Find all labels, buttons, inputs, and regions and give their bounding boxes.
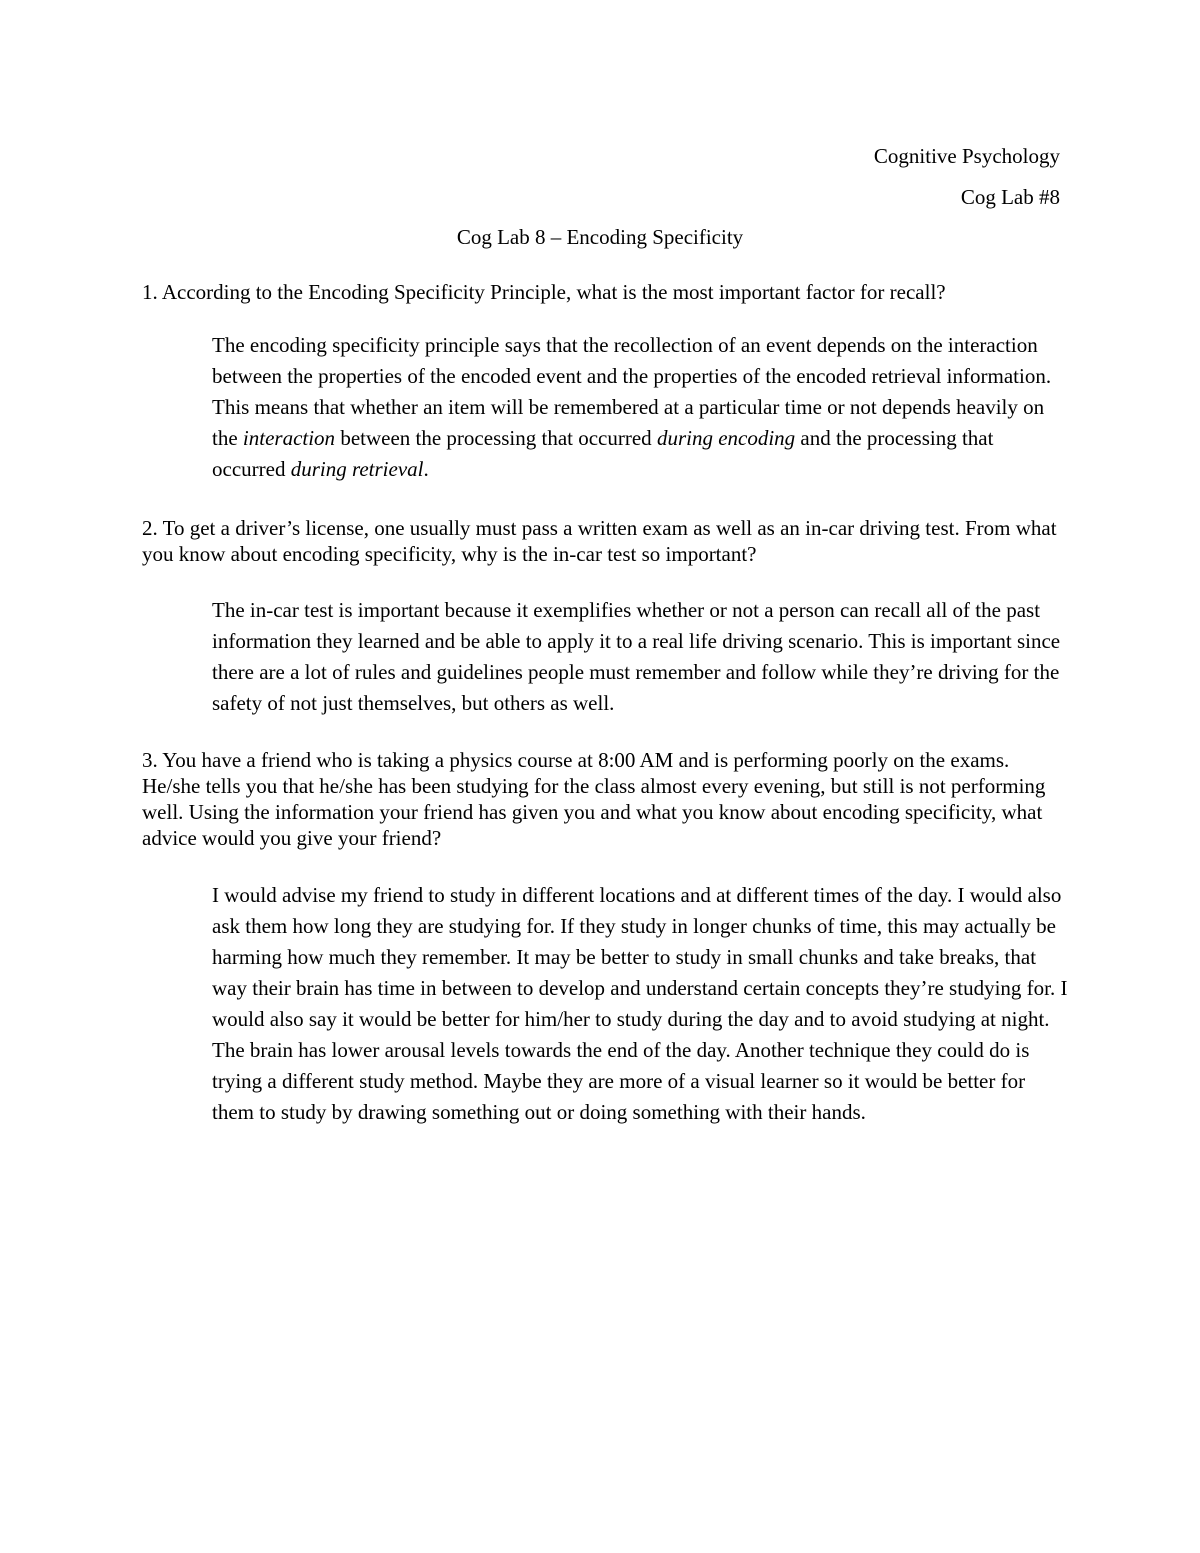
answer-1-emphasis-interaction: interaction [242,426,336,450]
question-2: 2. To get a driver’s license, one usually must pass a written exam as well as an in-car driving test. From what you know about encoding specificity, why is the in-car test so important? [142,516,1057,566]
answer-1-text: between the processing that occurred [335,426,657,450]
course-name: Cognitive Psychology [873,144,1060,168]
answer-1 [212,330,1072,485]
answer-3: I would advise my friend to study in different locations and at different times of the day. I would also ask them how long they are studying for. If they study in longer chunks of time, this may actually be harming how much they remember. It may be better to study in small chunks and take breaks, that way their brain has time in between to develop and understand certain concepts they’re studying for. I would also say it would be better for him/her to study during the day and to avoid studying at night. The brain has lower arousal levels towards the end of the day. Another technique they could do is trying a different study method. Maybe they are more of a visual learner so it would be better for them to study by drawing something out or doing something with their hands. [212,883,1068,1124]
answer-2: The in-car test is important because it exemplifies whether or not a person can recall all of the past information they learned and be able to apply it to a real life driving scenario. This is important since there are a lot of rules and guidelines people must remember and follow while they’re driving for the safety of not just themselves, but others as well. [212,598,1061,715]
question-3: 3. You have a friend who is taking a physics course at 8:00 AM and is performing poorly on the exams. He/she tells you that he/she has been studying for the class almost every evening, but still is not performing well. Using the information your friend has given you and what you know about encoding specificity, what advice would you give your friend? [142,748,1046,850]
answer-1-emphasis-during-retrieval: during retrieval [290,457,424,481]
answer-1-text: . [423,457,429,481]
answer-1-emphasis-during-encoding: during encoding [656,426,796,450]
answer-1-text: and the processing that occurred [212,426,994,481]
document-title: Cog Lab 8 – Encoding Specificity [456,225,744,249]
answer-1-text: The encoding specificity principle says that the recollection of an event depends on the interaction between the properties of the encoded event and the properties of the encoded retrieval information. This means that whether an item will be remembered at a particular time or not depends heavily on the [212,333,1052,450]
lab-number: Cog Lab #8 [960,185,1060,209]
question-1: 1. According to the Encoding Specificity Principle, what is the most important factor for recall? [142,280,946,304]
